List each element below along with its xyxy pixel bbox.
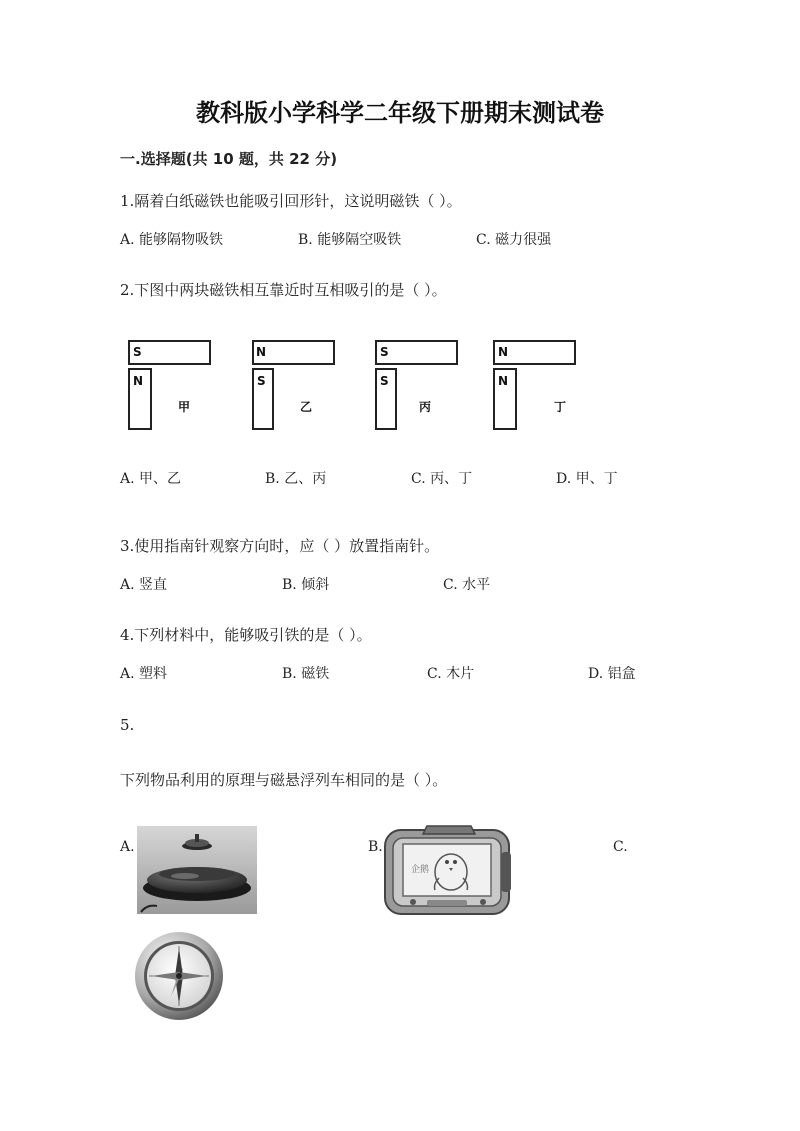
question-2-option-a: A. 甲、乙 bbox=[120, 471, 182, 487]
question-5-text: 下列物品利用的原理与磁悬浮列车相同的是（ ）。 bbox=[120, 771, 448, 789]
question-5-option-b: B. bbox=[368, 839, 383, 855]
question-4-option-c: C. 木片 bbox=[427, 666, 475, 682]
question-2-option-d: D. 甲、丁 bbox=[556, 471, 618, 487]
question-5-number: 5. bbox=[120, 716, 135, 734]
figure-label: 丙 bbox=[419, 400, 432, 414]
pole-label: S bbox=[133, 345, 142, 359]
question-3-option-b: B. 倾斜 bbox=[282, 577, 330, 593]
figure-label: 甲 bbox=[178, 400, 191, 414]
pole-label: N bbox=[498, 345, 509, 359]
question-3-option-c: C. 水平 bbox=[443, 577, 491, 593]
compass-image bbox=[133, 930, 225, 1022]
levitation-toy-image bbox=[137, 826, 257, 914]
question-1-option-a: A. 能够隔物吸铁 bbox=[120, 232, 224, 248]
figure-label: 乙 bbox=[300, 400, 313, 414]
question-1-option-c: C. 磁力很强 bbox=[476, 232, 552, 248]
question-3-option-a: A. 竖直 bbox=[120, 577, 168, 593]
question-4-option-d: D. 铝盒 bbox=[588, 666, 636, 682]
pole-label: S bbox=[380, 345, 389, 359]
question-3-text: 3.使用指南针观察方向时，应（ ）放置指南针。 bbox=[120, 537, 440, 555]
question-4-option-b: B. 磁铁 bbox=[282, 666, 330, 682]
question-4-text: 4.下列材料中，能够吸引铁的是（ ）。 bbox=[120, 626, 372, 644]
figure-label: 丁 bbox=[554, 400, 567, 414]
pole-label: S bbox=[380, 374, 389, 388]
pole-label: N bbox=[498, 374, 509, 388]
question-2-option-c: C. 丙、丁 bbox=[411, 471, 473, 487]
question-5-option-c: C. bbox=[613, 839, 628, 855]
question-4-option-a: A. 塑料 bbox=[120, 666, 168, 682]
page-title: 教科版小学科学二年级下册期末测试卷 bbox=[196, 99, 604, 127]
pole-label: N bbox=[256, 345, 267, 359]
section-heading: 一.选择题(共 10 题，共 22 分) bbox=[120, 150, 338, 168]
pole-label: N bbox=[133, 374, 144, 388]
question-2-option-b: B. 乙、丙 bbox=[265, 471, 327, 487]
question-2-text: 2.下图中两块磁铁相互靠近时互相吸引的是（ ）。 bbox=[120, 281, 447, 299]
question-5-option-a: A. bbox=[120, 839, 135, 855]
question-1-option-b: B. 能够隔空吸铁 bbox=[298, 232, 402, 248]
magnetic-drawing-board-image bbox=[383, 822, 515, 916]
question-1-text: 1.隔着白纸磁铁也能吸引回形针，这说明磁铁（ ）。 bbox=[120, 192, 462, 210]
pole-label: S bbox=[257, 374, 266, 388]
board-doodle-text: 企鹅 bbox=[411, 865, 430, 875]
